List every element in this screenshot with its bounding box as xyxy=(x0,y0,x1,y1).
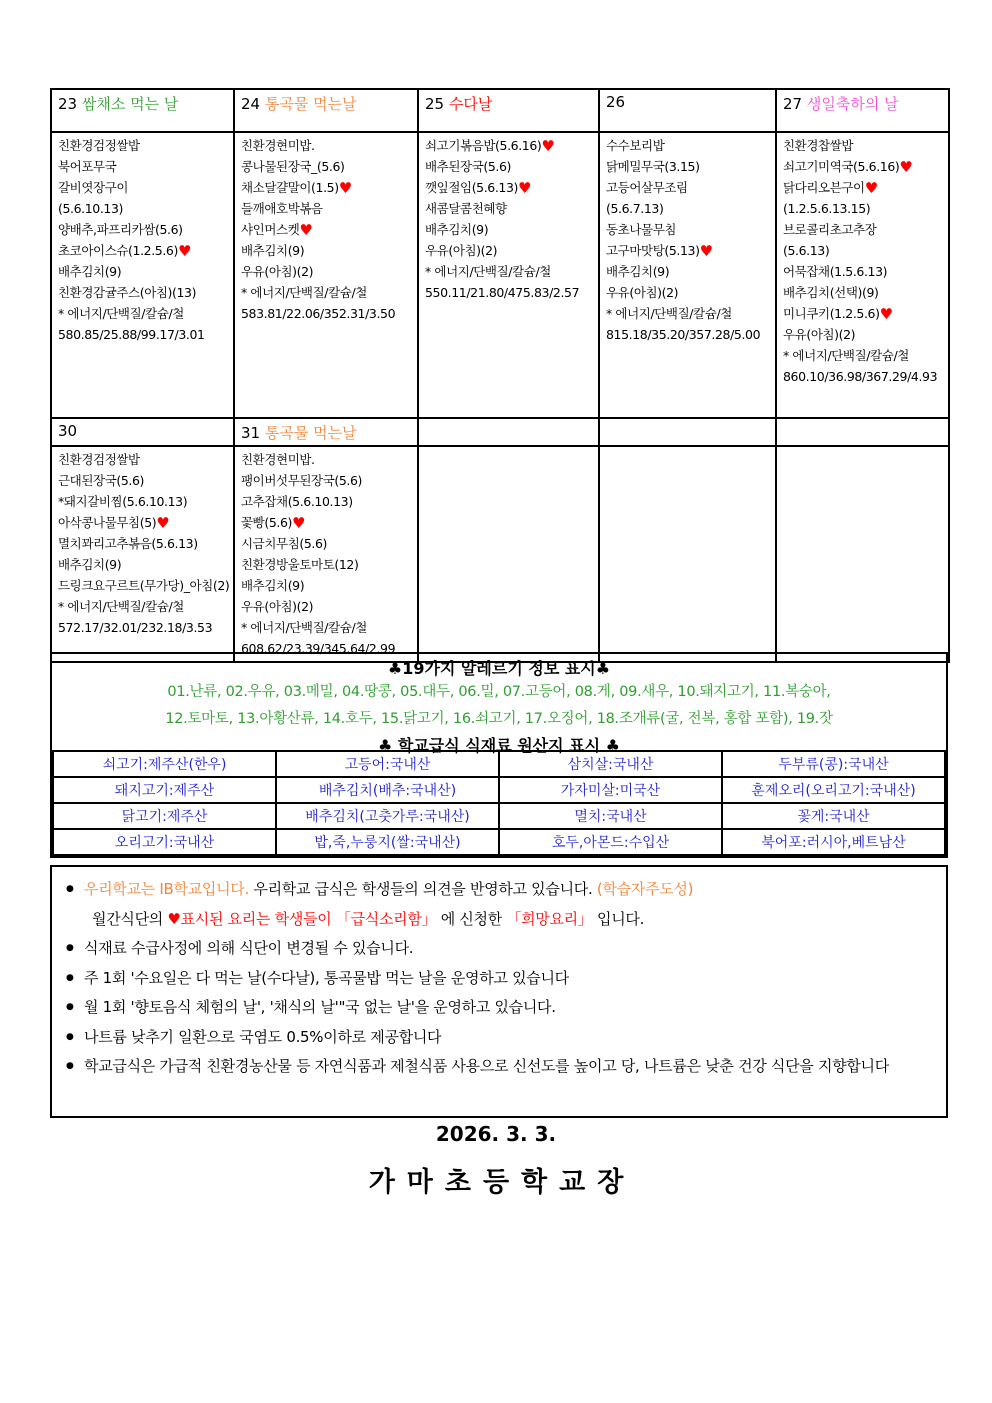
day-header-cell xyxy=(234,418,418,446)
menu-item: 고구마맛탕(5.13)♥ xyxy=(606,242,713,260)
menu-item: 572.17/32.01/232.18/3.53 xyxy=(58,620,213,635)
menu-item: 고추잡채(5.6.10.13) xyxy=(241,494,353,509)
heart-icon: ♥ xyxy=(899,158,913,176)
origin-table-body xyxy=(53,751,945,855)
menu-item: * 에너지/단백질/칼슘/철 xyxy=(58,599,184,614)
menu-cell xyxy=(776,132,949,418)
menu-cell xyxy=(599,132,776,418)
origin-cell: 꽃게:국내산 xyxy=(722,803,945,829)
origin-cell: 멸치:국내산 xyxy=(499,803,722,829)
bullet-icon: ● xyxy=(66,1002,74,1012)
origin-table xyxy=(52,750,946,856)
school-signature: 가마초등학교장 xyxy=(368,1167,636,1198)
note-text: 입니다. xyxy=(592,909,645,928)
note-item xyxy=(62,964,934,994)
note-text: 학교급식은 가급적 친환경농산물 등 자연식품과 제철식품 사용으로 신선도를 높이고 당, 나트륨은 낮춘 건강 식단을 지향합니다 xyxy=(84,1057,889,1075)
menu-item: * 에너지/단백질/칼슘/철 xyxy=(425,264,551,279)
menu-cell xyxy=(51,132,234,418)
menu-item: * 에너지/단백질/칼슘/철 xyxy=(783,348,909,363)
menu-header-row xyxy=(51,418,949,446)
menu-item: * 에너지/단백질/칼슘/철 xyxy=(241,285,367,300)
origin-cell: 쇠고기:제주산(한우) xyxy=(53,751,276,777)
note-text: 우리학교는 IB학교입니다. xyxy=(84,880,249,898)
origin-cell: 북어포:러시아,베트남산 xyxy=(722,829,945,855)
note-text: 나트륨 낮추기 일환으로 국염도 0.5%이하로 제공합니다 xyxy=(84,1027,442,1046)
menu-item: * 에너지/단백질/칼슘/철 xyxy=(241,620,367,635)
bullet-icon: ● xyxy=(66,884,74,894)
menu-item: 배추김치(9) xyxy=(58,264,122,279)
menu-item: 배추김치(9) xyxy=(241,578,305,593)
menu-item: 쇠고기볶음밥(5.6.16)♥ xyxy=(425,137,555,155)
heart-icon: ♥ xyxy=(338,179,352,197)
origin-cell: 밥,죽,누룽지(쌀:국내산) xyxy=(276,829,499,855)
menu-item: 갈비엿장구이 xyxy=(58,180,129,195)
day-number: 30 xyxy=(58,422,78,440)
day-header-cell xyxy=(776,418,949,446)
origin-cell: 두부류(콩):국내산 xyxy=(722,751,945,777)
note-item xyxy=(62,1052,934,1082)
menu-item: 우유(아침)(2) xyxy=(241,599,314,614)
menu-item: 친환경검정쌀밥 xyxy=(58,452,140,467)
day-header-cell xyxy=(599,89,776,132)
origin-cell: 닭고기:제주산 xyxy=(53,803,276,829)
day-header-cell xyxy=(51,89,234,132)
origin-cell: 오리고기:국내산 xyxy=(53,829,276,855)
note-text: 우리학교 급식은 학생들의 의견을 반영하고 있습니다. xyxy=(248,880,597,898)
heart-icon: ♥ xyxy=(177,242,191,260)
menu-data-row xyxy=(51,132,949,418)
note-item xyxy=(62,1023,934,1053)
menu-item: 친환경검정쌀밥 xyxy=(58,138,140,153)
origin-row xyxy=(53,829,945,855)
day-header-cell xyxy=(51,418,234,446)
origin-row xyxy=(53,803,945,829)
menu-item: 드링크요구르트(무가당)_아침(2) xyxy=(58,578,230,593)
menu-item: (1.2.5.6.13.15) xyxy=(783,201,871,216)
day-number: 24 xyxy=(241,95,265,113)
menu-item: 동초나물무침 xyxy=(606,222,677,237)
menu-item: 수수보리밥 xyxy=(606,138,665,153)
note-text: (학습자주도성) xyxy=(596,880,694,898)
heart-icon: ♥ xyxy=(291,514,306,532)
menu-item: 쇠고기미역국(5.6.16)♥ xyxy=(783,158,913,176)
menu-item: 배추된장국(5.6) xyxy=(425,159,512,174)
allergen-line: 12.토마토, 13.아황산류, 14.호두, 15.닭고기, 16.쇠고기, 17.오징어, 18.조개류(굴, 전복, 홍합 포함), 19.잣 xyxy=(165,711,833,727)
menu-item: 배추김치(9) xyxy=(606,264,670,279)
bullet-icon: ● xyxy=(66,1031,74,1042)
bullet-icon: ● xyxy=(66,972,74,983)
day-number: 31 xyxy=(241,424,265,442)
menu-item: 860.10/36.98/367.29/4.93 xyxy=(783,369,938,384)
menu-item: 브로콜리초고추장 xyxy=(783,222,877,237)
day-header-cell xyxy=(418,89,599,132)
menu-item: *돼지갈비찜(5.6.10.13) xyxy=(58,494,188,509)
menu-item: 깻잎절임(5.6.13)♥ xyxy=(425,179,532,197)
menu-cell xyxy=(234,446,418,662)
day-header-cell xyxy=(418,418,599,446)
origin-row xyxy=(53,751,945,777)
menu-item: 우유(아침)(2) xyxy=(606,285,679,300)
menu-header-row xyxy=(51,89,949,132)
menu-cell xyxy=(418,446,599,662)
menu-item: 들깨애호박볶음 xyxy=(241,201,323,216)
menu-item: 시금치무침(5.6) xyxy=(241,536,328,551)
day-theme-label: 생일축하의 날 xyxy=(806,95,899,113)
heart-icon: ♥ xyxy=(518,179,532,197)
heart-icon: ♥ xyxy=(299,221,313,239)
note-item xyxy=(62,875,934,905)
menu-item: 초코아이스슈(1.2.5.6)♥ xyxy=(58,242,191,260)
note-text: 「희망요리」 xyxy=(506,909,593,928)
menu-item: 우유(아침)(2) xyxy=(783,327,856,342)
menu-cell xyxy=(51,446,234,662)
menu-item: 친환경찹쌀밥 xyxy=(783,138,854,153)
menu-item: 팽이버섯무된장국(5.6) xyxy=(241,473,363,488)
menu-cell xyxy=(776,446,949,662)
day-number: 25 xyxy=(425,95,449,113)
origin-cell: 배추김치(고춧가루:국내산) xyxy=(276,803,499,829)
menu-item: * 에너지/단백질/칼슘/철 xyxy=(58,306,184,321)
heart-icon: ♥ xyxy=(156,514,170,532)
bullet-icon: ● xyxy=(66,1061,74,1071)
origin-cell: 훈제오리(오리고기:국내산) xyxy=(722,777,945,803)
origin-title: ♣ 학교급식 식재료 원산지 표시 ♣ xyxy=(377,736,620,755)
note-item xyxy=(62,993,934,1023)
menu-item: * 에너지/단백질/칼슘/철 xyxy=(606,306,732,321)
menu-item: 친환경감귤주스(아침)(13) xyxy=(58,285,197,300)
note-text: 월 1회 '향토음식 체험의 날', '채식의 날'"국 없는 날'을 운영하고 있습니다. xyxy=(84,998,556,1016)
menu-item: 새콤달콤천혜향 xyxy=(425,201,507,216)
note-text: 월간식단의 xyxy=(92,909,168,928)
origin-cell: 삼치살:국내산 xyxy=(499,751,722,777)
day-header-cell xyxy=(776,89,949,132)
heart-icon: ♥ xyxy=(541,137,555,155)
note-item xyxy=(62,905,934,935)
day-number: 26 xyxy=(606,93,626,111)
menu-table xyxy=(50,88,950,663)
day-theme-label: 수다날 xyxy=(448,95,493,113)
note-text: 주 1회 '수요일은 다 먹는 날(수다날), 통곡물밥 먹는 날을 운영하고 있습니다 xyxy=(84,968,569,987)
menu-item: 583.81/22.06/352.31/3.50 xyxy=(241,306,396,321)
day-number: 27 xyxy=(783,95,807,113)
menu-cell xyxy=(418,132,599,418)
menu-item: 배추김치(9) xyxy=(241,243,305,258)
origin-cell: 호두,아몬드:수입산 xyxy=(499,829,722,855)
menu-item: 배추김치(9) xyxy=(58,557,122,572)
menu-cell xyxy=(599,446,776,662)
note-item xyxy=(62,934,934,964)
menu-item: 양배추,파프리카쌈(5.6) xyxy=(58,222,183,237)
day-theme-label: 통곡물 먹는날 xyxy=(264,95,357,113)
allergy-title: ♣19가지 알레르기 정보 표시♣ xyxy=(387,659,611,678)
menu-item: 580.85/25.88/99.17/3.01 xyxy=(58,327,205,342)
menu-cell xyxy=(234,132,418,418)
notes-box xyxy=(50,865,948,1118)
day-theme-label: 통곡물 먹는날 xyxy=(264,424,357,442)
menu-item: 608.62/23.39/345.64/2.99 xyxy=(241,641,396,656)
menu-item: (5.6.13) xyxy=(783,243,830,258)
allergen-list xyxy=(52,679,946,733)
menu-item: 샤인머스켓♥ xyxy=(241,221,313,239)
menu-item: 배추김치(9) xyxy=(425,222,489,237)
allergen-line: 01.난류, 02.우유, 03.메밀, 04.땅콩, 05.대두, 06.밀, 07.고등어, 08.게, 09.새우, 10.돼지고기, 11.복숭아, xyxy=(167,684,831,700)
menu-item: 815.18/35.20/357.28/5.00 xyxy=(606,327,761,342)
menu-item: 고등어살무조림 xyxy=(606,180,688,195)
menu-item: 근대된장국(5.6) xyxy=(58,473,145,488)
menu-item: 친환경방울토마토(12) xyxy=(241,557,359,572)
menu-item: 북어포무국 xyxy=(58,159,117,174)
menu-item: 미니쿠키(1.2.5.6)♥ xyxy=(783,305,893,323)
note-text: 에 신청한 xyxy=(436,909,507,928)
heart-icon: ♥ xyxy=(879,305,893,323)
origin-cell: 돼지고기:제주산 xyxy=(53,777,276,803)
origin-cell: 가자미살:미국산 xyxy=(499,777,722,803)
origin-cell: 고등어:국내산 xyxy=(276,751,499,777)
day-header-cell xyxy=(599,418,776,446)
menu-item: 친환경현미밥. xyxy=(241,138,315,153)
menu-item: 닭다리오븐구이♥ xyxy=(783,179,878,197)
issue-date: 2026. 3. 3. xyxy=(435,1122,557,1146)
allergy-info-box xyxy=(50,652,948,858)
origin-row xyxy=(53,777,945,803)
menu-table-body xyxy=(51,89,949,662)
day-theme-label: 쌈채소 먹는 날 xyxy=(81,95,179,113)
menu-item: 친환경현미밥. xyxy=(241,452,315,467)
menu-item: 어묵잡채(1.5.6.13) xyxy=(783,264,888,279)
menu-item: 멸치꽈리고추볶음(5.6.13) xyxy=(58,536,198,551)
bullet-icon: ● xyxy=(66,943,74,953)
day-header-cell xyxy=(234,89,418,132)
menu-item: (5.6.7.13) xyxy=(606,201,664,216)
menu-item: 꽃빵(5.6)♥ xyxy=(241,514,306,532)
menu-item: 아삭콩나물무침(5)♥ xyxy=(58,514,170,532)
heart-icon: ♥ xyxy=(864,179,878,197)
menu-item: 콩나물된장국_(5.6) xyxy=(241,159,345,174)
note-text: ♥표시된 요리는 학생들이 「급식소리함」 xyxy=(167,909,437,928)
heart-icon: ♥ xyxy=(699,242,713,260)
origin-cell: 배추김치(배추:국내산) xyxy=(276,777,499,803)
note-text: 식재료 수급사정에 의해 식단이 변경될 수 있습니다. xyxy=(84,939,414,957)
menu-item: 배추김치(선택)(9) xyxy=(783,285,879,300)
menu-item: (5.6.10.13) xyxy=(58,201,123,216)
day-number: 23 xyxy=(58,95,82,113)
menu-item: 우유(아침)(2) xyxy=(425,243,498,258)
menu-item: 채소달걀말이(1.5)♥ xyxy=(241,179,352,197)
menu-data-row xyxy=(51,446,949,662)
menu-item: 우유(아침)(2) xyxy=(241,264,314,279)
menu-item: 550.11/21.80/475.83/2.57 xyxy=(425,285,580,300)
menu-item: 닭메밀무국(3.15) xyxy=(606,159,700,174)
